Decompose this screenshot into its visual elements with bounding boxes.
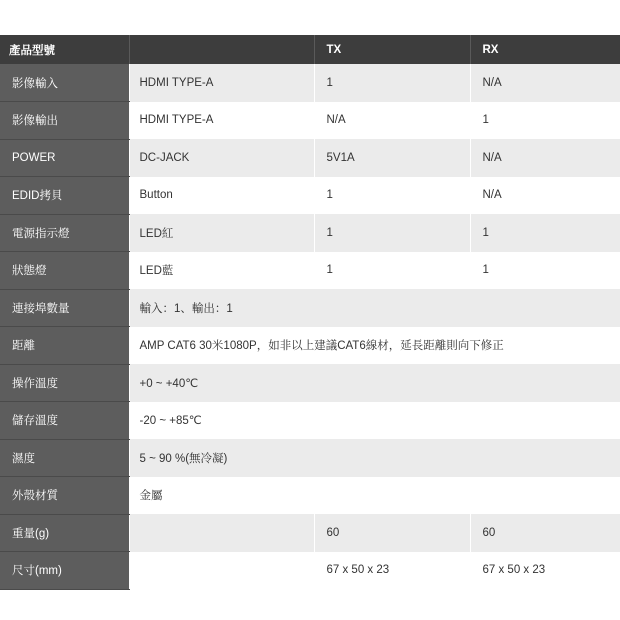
row-label: EDID拷貝 <box>0 177 129 215</box>
row-value: 輸入：1、輸出：1 <box>129 289 620 327</box>
row-label: 電源指示燈 <box>0 214 129 252</box>
row-label: 儲存溫度 <box>0 402 129 440</box>
table-row <box>0 327 620 365</box>
header-rx: RX <box>470 35 620 64</box>
row-value: 5 ~ 90 %(無冷凝) <box>129 439 620 477</box>
table-row <box>0 552 620 590</box>
table-row <box>0 64 620 102</box>
row-spec: DC-JACK <box>129 139 314 177</box>
header-row <box>0 35 620 64</box>
row-spec: HDMI TYPE-A <box>129 102 314 140</box>
row-rx-value: N/A <box>470 64 620 102</box>
row-label: 重量(g) <box>0 514 129 552</box>
spec-table-header <box>0 35 620 64</box>
spec-table-body <box>0 64 620 589</box>
row-label: 影像輸入 <box>0 64 129 102</box>
row-tx-value: 1 <box>314 177 470 215</box>
row-label: 狀態燈 <box>0 252 129 290</box>
row-value: +0 ~ +40℃ <box>129 364 620 402</box>
table-row <box>0 477 620 515</box>
row-label: 連接埠數量 <box>0 289 129 327</box>
table-row <box>0 514 620 552</box>
row-value: -20 ~ +85℃ <box>129 402 620 440</box>
row-tx-value: 1 <box>314 64 470 102</box>
table-row <box>0 177 620 215</box>
header-blank <box>129 35 314 64</box>
row-tx-value: 5V1A <box>314 139 470 177</box>
row-tx-value: 1 <box>314 252 470 290</box>
table-row <box>0 402 620 440</box>
row-rx-value: 1 <box>470 252 620 290</box>
row-rx-value: 1 <box>470 102 620 140</box>
header-tx: TX <box>314 35 470 64</box>
row-rx-value: 67 x 50 x 23 <box>470 552 620 590</box>
row-rx-value: N/A <box>470 139 620 177</box>
row-label: 距離 <box>0 327 129 365</box>
table-row <box>0 364 620 402</box>
row-rx-value: 1 <box>470 214 620 252</box>
row-tx-value: N/A <box>314 102 470 140</box>
row-label: 影像輸出 <box>0 102 129 140</box>
row-spec: HDMI TYPE-A <box>129 64 314 102</box>
row-spec: LED藍 <box>129 252 314 290</box>
table-row <box>0 102 620 140</box>
spec-table <box>0 35 620 590</box>
row-spec: Button <box>129 177 314 215</box>
row-label: 濕度 <box>0 439 129 477</box>
row-tx-value: 60 <box>314 514 470 552</box>
row-label: 外殼材質 <box>0 477 129 515</box>
table-row <box>0 252 620 290</box>
table-row <box>0 439 620 477</box>
row-rx-value: 60 <box>470 514 620 552</box>
row-label: POWER <box>0 139 129 177</box>
row-rx-value: N/A <box>470 177 620 215</box>
header-model: 產品型號 <box>0 35 129 64</box>
row-label: 尺寸(mm) <box>0 552 129 590</box>
row-tx-value: 67 x 50 x 23 <box>314 552 470 590</box>
table-row <box>0 139 620 177</box>
table-row <box>0 289 620 327</box>
row-value: AMP CAT6 30米1080P，如非以上建議CAT6線材，延長距離則向下修正 <box>129 327 620 365</box>
row-tx-value: 1 <box>314 214 470 252</box>
table-row <box>0 214 620 252</box>
row-spec <box>129 514 314 552</box>
row-spec <box>129 552 314 590</box>
row-label: 操作溫度 <box>0 364 129 402</box>
row-value: 金屬 <box>129 477 620 515</box>
row-spec: LED紅 <box>129 214 314 252</box>
